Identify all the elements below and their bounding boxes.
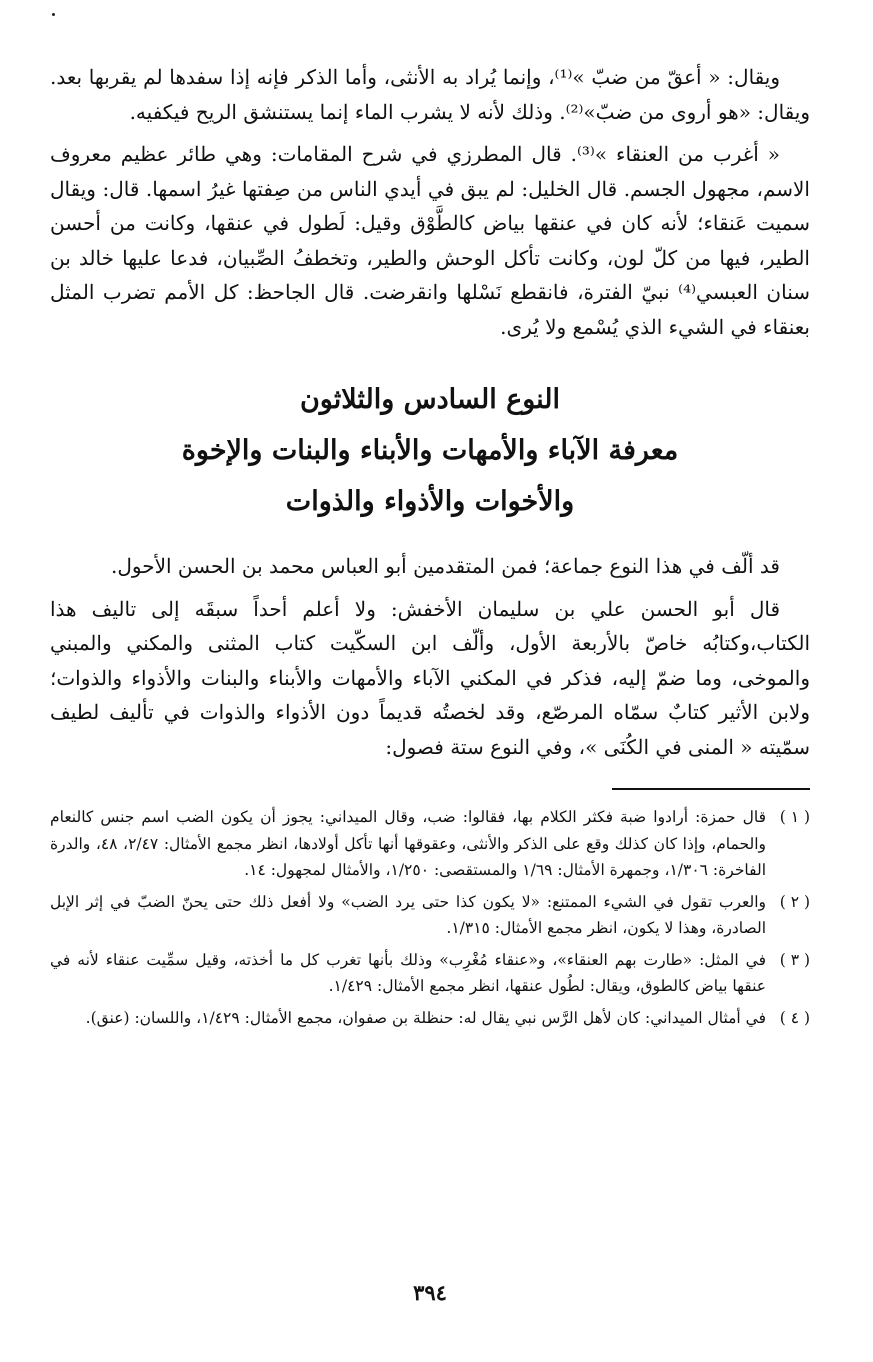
chapter-subject-line-2: والأخوات والأذواء والذوات bbox=[285, 486, 575, 517]
paragraph-anqa-proverb: « أغرب من العنقاء »⁽³⁾. قال المطرزي في شرح المقامات: وهي طائر عظيم معروف الاسم، مجهول الجسم. قال الخليل: لم يبق في أيدي الناس من صِفتها غيرُ اسمها. قال: ويقال سميت عَنقاء؛ لأنه كان في عنقها بياض كالطَّوْق وقيل: لَطول في عنقها، وكانت من أحسن الطير، فيها من كلّ لون، وكانت تأكل الوحش والطير، وتخطفُ الصِّبيان، فدعا عليها خالد بن سنان العبسي⁽⁴⁾ نبيّ الفترة، فانقطع نَسْلها وانقرضت. قال الجاحظ: كل الأمم تضرب المثل بعنقاء في الشيء الذي يُسْمع ولا يُرى. bbox=[50, 142, 810, 339]
chapter-heading bbox=[50, 374, 810, 527]
page-speck bbox=[52, 13, 55, 16]
footnotes-section bbox=[50, 804, 810, 1031]
chapter-subject-line-1: معرفة الآباء والأمهات والأبناء والبنات والإخوة bbox=[181, 435, 679, 466]
footnote-separator-wrap bbox=[50, 764, 810, 804]
paragraph-akhfash: قال أبو الحسن علي بن سليمان الأخفش: ولا أعلم أحداً سبقَه إلى تاليف هذا الكتاب،وكتابُه خاصّ بالأربعة الأول، وألّف ابن السكّيت كتاب المثنى والمكني والمبني والموخى، وما ضمّ إليه، فذكر في المكني الآباء والأمهات والأبناء والبنات والأذواء والذوات؛ ولابن الأثير كتابٌ سمّاه المرصّع، وقد لخصتُه قديماً دون الأذواء والذوات في تأليف لطيف سمّيته « المنى في الكُنَى »، وفي النوع ستة فصول: bbox=[50, 596, 810, 759]
footnote-1 bbox=[50, 804, 810, 884]
footnote-text: في المثل: «طارت بهم العنقاء»، و«عنقاء مُغْرِب» وذلك بأنها تغرب كل ما أخذته، وقيل سمِّيت عنقاء لأنه في عنقها بياض كالطوق، ويقال: لطُول عنقها، انظر مجمع الأمثال: ١/٤٢٩. bbox=[50, 950, 766, 995]
book-page bbox=[50, 60, 810, 1340]
footnote-3 bbox=[50, 947, 810, 1000]
footnote-number: ( ٢ ) bbox=[779, 892, 810, 911]
footnote-text: قال حمزة: أرادوا ضبة فكثر الكلام بها، فقالوا: ضب، وقال الميداني: يجوز أن يكون الضب اسم جنس كالنعام والحمام، وإذا كان كذلك وقع على الذكر والأنثى، وعقوقها أنها تأكل أولادها، انظر مجمع الأمثال: ٢/٤٧، ٤٨، والدرة الفاخرة: ١/٣٠٦، وجمهرة الأمثال: ١/٦٩ والمستقصى: ١/٢٥٠، والأمثال لمجهول: ١٤. bbox=[50, 808, 767, 879]
paragraph-dabb-proverb: ويقال: « أعقّ من ضبّ »⁽¹⁾، وإنما يُراد به الأنثى، وأما الذكر فإنه إذا سفدها لم يقربها بعد. ويقال: «هو أروى من ضبّ»⁽²⁾. وذلك لأنه لا يشرب الماء إنما يستنشق الريح فيكفيه. bbox=[50, 65, 810, 124]
footnote-number: ( ٣ ) bbox=[779, 950, 810, 969]
footnote-number: ( ٤ ) bbox=[779, 1008, 810, 1027]
paragraph-authors: قد ألّف في هذا النوع جماعة؛ فمن المتقدمين أبو العباس محمد بن الحسن الأحول. bbox=[110, 554, 780, 578]
chapter-number-title: النوع السادس والثلاثون bbox=[299, 384, 561, 415]
footnote-text: والعرب تقول في الشيء الممتنع: «لا يكون كذا حتى يرد الضب» ولا أفعل ذلك حتى يحنّ الضبّ في إثر الإبل الصادرة، وهذا لا يكون، انظر مجمع الأمثال: ١/٣١٥. bbox=[50, 892, 766, 937]
page-number: ٣٩٤ bbox=[413, 1280, 447, 1305]
footnote-separator bbox=[612, 788, 810, 790]
footnote-number: ( ١ ) bbox=[779, 808, 810, 826]
footnote-4 bbox=[50, 1005, 810, 1032]
footnote-text: في أمثال الميداني: كان لأهل الرَّس نبي يقال له: حنظلة بن صفوان، مجمع الأمثال: ١/٤٢٩، واللسان: (عنق). bbox=[85, 1008, 766, 1027]
footnote-2 bbox=[50, 889, 810, 942]
